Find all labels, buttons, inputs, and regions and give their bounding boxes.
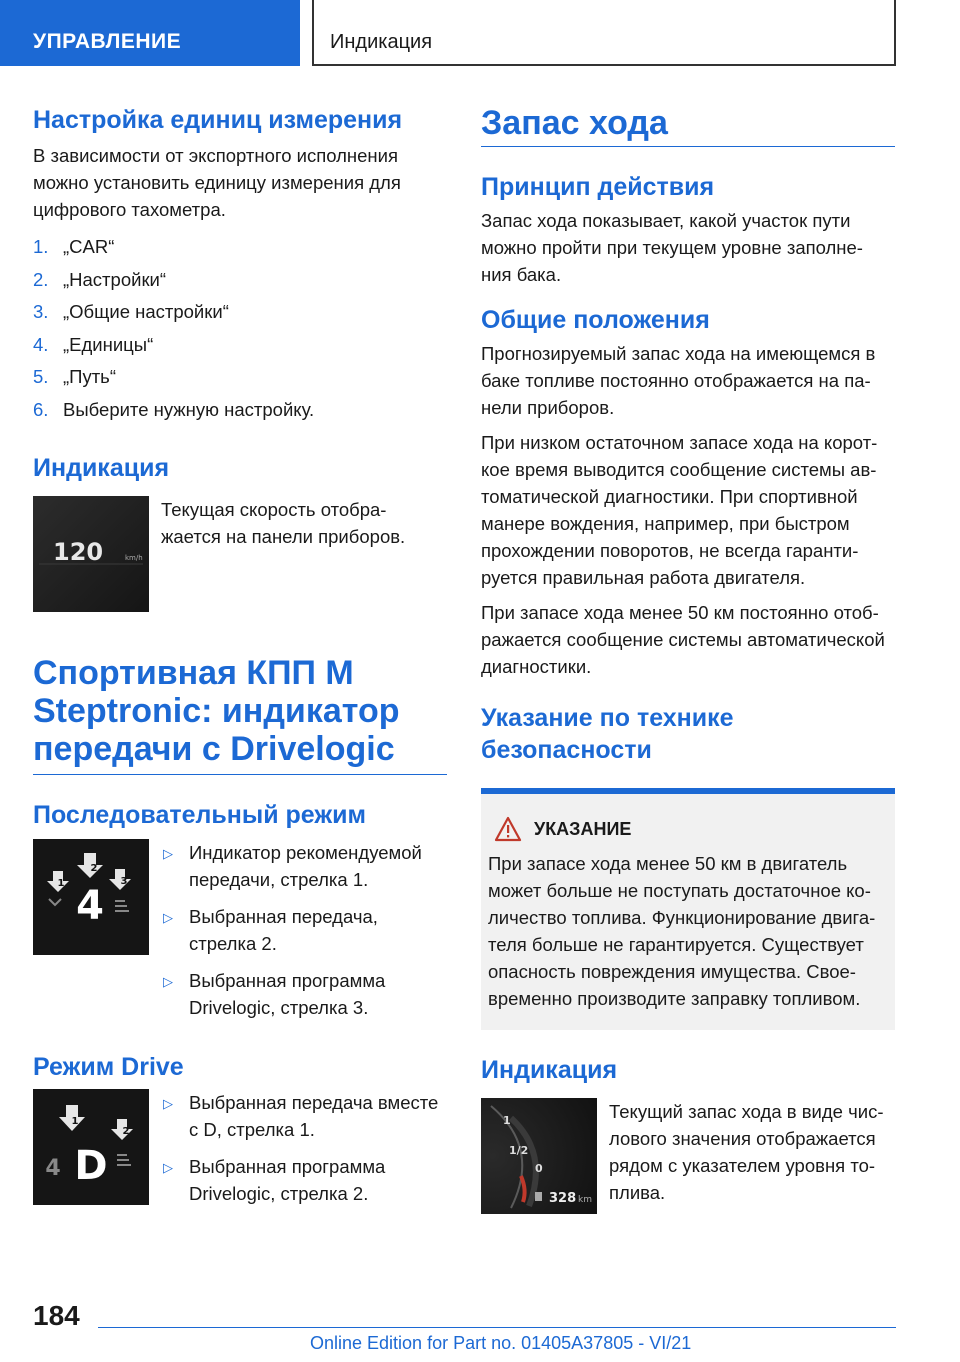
notice-title: УКАЗАНИЕ bbox=[534, 818, 632, 839]
speed-display-block bbox=[33, 496, 447, 612]
steptronic-heading bbox=[33, 654, 447, 775]
range-heading: Запас хода bbox=[481, 104, 895, 147]
units-intro-line: В зависимости от экспортного исполнения bbox=[33, 145, 398, 166]
units-intro-line: можно установить единицу измерения для bbox=[33, 172, 401, 193]
units-heading: Настройка единиц измерения bbox=[33, 106, 403, 134]
text-line: руется правильная работа двигателя. bbox=[481, 567, 806, 588]
text-line: опасность повреждения имущества. Свое- bbox=[488, 961, 856, 982]
gauge-mark: 1/2 bbox=[509, 1144, 529, 1157]
drive-gear-image bbox=[33, 1089, 149, 1205]
general-paragraph bbox=[481, 340, 895, 421]
principle-text bbox=[481, 207, 895, 288]
list-number: 3. bbox=[33, 301, 49, 322]
fuel-gauge-graphic bbox=[481, 1098, 597, 1214]
list-item bbox=[33, 394, 447, 427]
list-text bbox=[189, 1089, 438, 1143]
text-line: плива. bbox=[609, 1182, 666, 1203]
list-text bbox=[189, 1153, 385, 1207]
drive-heading: Режим Drive bbox=[33, 1053, 184, 1081]
speed-display-graphic bbox=[33, 496, 149, 612]
text-line: При запасе хода менее 50 км в двигатель bbox=[488, 853, 848, 874]
list-text: Выберите нужную настройку. bbox=[63, 398, 315, 420]
footer-divider bbox=[98, 1327, 896, 1328]
units-steps-list bbox=[33, 231, 447, 426]
text-line: Прогнозируемый запас хода на имеющемся в bbox=[481, 343, 876, 364]
arrow-label: 2 bbox=[122, 1126, 130, 1137]
text-line: Текущая скорость отобра- bbox=[161, 499, 387, 520]
sequential-heading: Последовательный режим bbox=[33, 801, 366, 829]
text-line: При запасе хода менее 50 км постоянно отоб- bbox=[481, 602, 879, 623]
text-line: личество топлива. Функционирование двига- bbox=[488, 907, 876, 928]
list-number: 4. bbox=[33, 333, 49, 355]
range-display-block bbox=[481, 1098, 895, 1214]
list-item bbox=[33, 361, 447, 394]
gauge-mark: 0 bbox=[535, 1162, 543, 1175]
triangle-bullet-icon: ▷ bbox=[163, 910, 173, 925]
page-number: 184 bbox=[33, 1300, 80, 1331]
text-line: ния бака. bbox=[481, 264, 562, 285]
text-line: ражается сообщение системы автоматической bbox=[481, 629, 885, 650]
text-line: Выбранная передача вместе bbox=[189, 1092, 439, 1113]
text-line: теля больше не гарантируется. Существует bbox=[488, 934, 864, 955]
text-line: манере вождения, например, при быстром bbox=[481, 513, 850, 534]
text-line: прохождении поворотов, не всегда гаранти- bbox=[481, 540, 859, 561]
fuel-gauge-image bbox=[481, 1098, 597, 1214]
list-text bbox=[189, 967, 385, 1021]
heading-line: Указание по технике bbox=[481, 704, 734, 732]
heading-line: безопасности bbox=[481, 736, 652, 764]
list-item bbox=[163, 839, 422, 893]
drive-gear-graphic bbox=[33, 1089, 149, 1205]
list-number: 2. bbox=[33, 268, 49, 290]
list-text bbox=[189, 903, 378, 957]
range-display-heading: Индикация bbox=[481, 1056, 618, 1084]
text-line: с D, стрелка 1. bbox=[189, 1119, 315, 1140]
notice-header bbox=[488, 816, 888, 842]
sequential-gear-image bbox=[33, 839, 149, 955]
text-line: баке топливе постоянно отображается на па- bbox=[481, 370, 871, 391]
text-line: рядом с указателем уровня то- bbox=[609, 1155, 876, 1176]
sequential-gear-graphic bbox=[33, 839, 149, 955]
speed-unit: km/h bbox=[125, 554, 143, 562]
notice-text bbox=[488, 850, 888, 1012]
list-item bbox=[33, 329, 447, 362]
list-text: „Общие настройки“ bbox=[63, 301, 229, 322]
triangle-bullet-icon: ▷ bbox=[163, 974, 173, 989]
arrow-label: 1 bbox=[57, 878, 65, 889]
arrow-label: 3 bbox=[120, 876, 128, 887]
list-number: 6. bbox=[33, 398, 49, 420]
text-line: Выбранная передача, bbox=[189, 906, 378, 927]
range-display-text bbox=[597, 1098, 883, 1214]
list-text: „Путь“ bbox=[63, 366, 116, 387]
text-line: Drivelogic, стрелка 2. bbox=[189, 1183, 369, 1204]
heading-line: Спортивная КПП M bbox=[33, 654, 354, 692]
triangle-bullet-icon: ▷ bbox=[163, 1160, 173, 1175]
gear-number: 4 bbox=[76, 883, 104, 929]
drive-block bbox=[33, 1089, 447, 1217]
right-column bbox=[481, 104, 895, 1214]
safety-notice-box bbox=[481, 788, 895, 1030]
list-text: „Единицы“ bbox=[63, 333, 154, 355]
general-paragraph bbox=[481, 599, 895, 680]
left-column bbox=[33, 104, 447, 1217]
safety-heading bbox=[481, 702, 895, 766]
text-line: кое время выводится сообщение системы ав- bbox=[481, 459, 877, 480]
triangle-bullet-icon: ▷ bbox=[163, 1096, 173, 1111]
speed-display-image bbox=[33, 496, 149, 612]
range-unit: km bbox=[578, 1195, 592, 1205]
list-number: 5. bbox=[33, 366, 49, 387]
text-line: Выбранная программа bbox=[189, 970, 386, 991]
warning-triangle-icon bbox=[494, 816, 522, 842]
text-line: можно пройти при текущем уровне заполне- bbox=[481, 237, 863, 258]
footer-edition: Online Edition for Part no. 01405A37805 - VI/21 bbox=[310, 1333, 692, 1353]
text-line: стрелка 2. bbox=[189, 933, 277, 954]
list-item bbox=[163, 1153, 438, 1207]
display-heading: Индикация bbox=[33, 454, 170, 482]
sequential-bullets bbox=[149, 839, 422, 1031]
text-line: лового значения отображается bbox=[609, 1128, 876, 1149]
gauge-mark: 1 bbox=[503, 1114, 511, 1127]
list-text: „Настройки“ bbox=[63, 268, 167, 290]
text-line: Drivelogic, стрелка 3. bbox=[189, 997, 369, 1018]
list-text bbox=[189, 839, 422, 893]
text-line: жается на панели приборов. bbox=[161, 526, 406, 547]
fuel-pump-icon bbox=[535, 1192, 542, 1201]
heading-line: передачи с Drivelogic bbox=[33, 730, 395, 768]
heading-line: Steptronic: индикатор bbox=[33, 692, 400, 730]
text-line: передачи, стрелка 1. bbox=[189, 869, 369, 890]
text-line: Выбранная программа bbox=[189, 1156, 386, 1177]
arrow-label: 1 bbox=[71, 1116, 79, 1127]
text-line: временно производите заправку топливом. bbox=[488, 988, 861, 1009]
text-line: может больше не поступать достаточное ко- bbox=[488, 880, 871, 901]
text-line: Запас хода показывает, какой участок пути bbox=[481, 210, 851, 231]
triangle-bullet-icon: ▷ bbox=[163, 846, 173, 861]
header-page-title: Индикация bbox=[312, 0, 896, 66]
list-item bbox=[163, 1089, 438, 1143]
arrow-label: 2 bbox=[90, 863, 98, 874]
units-intro bbox=[33, 142, 447, 223]
speed-display-text bbox=[149, 496, 405, 612]
range-value: 328 bbox=[549, 1191, 577, 1206]
general-heading: Общие положения bbox=[481, 306, 710, 334]
units-intro-line: цифрового тахометра. bbox=[33, 199, 226, 220]
text-line: томатической диагностики. При спортивной bbox=[481, 486, 858, 507]
list-item bbox=[33, 231, 447, 264]
text-line: При низком остаточном запасе хода на корот- bbox=[481, 432, 878, 453]
text-line: Индикатор рекомендуемой bbox=[189, 842, 422, 863]
text-line: диагностики. bbox=[481, 656, 592, 677]
sequential-block bbox=[33, 839, 447, 1031]
principle-heading: Принцип действия bbox=[481, 173, 715, 201]
text-line: Текущий запас хода в виде чис- bbox=[609, 1101, 884, 1122]
drive-letter: D bbox=[74, 1143, 108, 1189]
general-paragraph bbox=[481, 429, 895, 591]
list-item bbox=[33, 296, 447, 329]
list-text: „CAR“ bbox=[63, 236, 115, 257]
speed-value: 120 bbox=[53, 538, 104, 566]
gear-number-small: 4 bbox=[45, 1156, 61, 1181]
list-number: 1. bbox=[33, 236, 49, 257]
header-section-tab: УПРАВЛЕНИЕ bbox=[0, 0, 300, 66]
list-item bbox=[163, 903, 422, 957]
text-line: нели приборов. bbox=[481, 397, 615, 418]
drive-bullets bbox=[149, 1089, 438, 1217]
list-item bbox=[163, 967, 422, 1021]
list-item bbox=[33, 264, 447, 297]
